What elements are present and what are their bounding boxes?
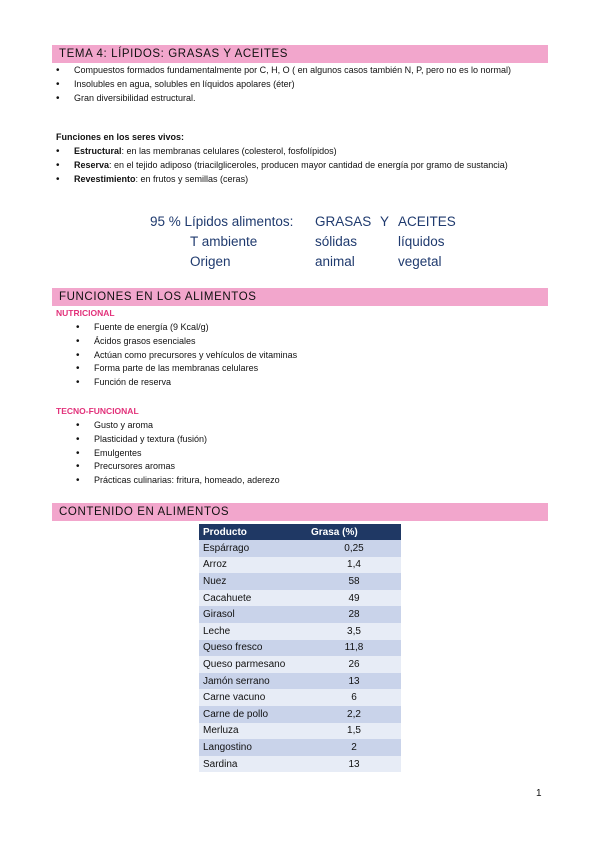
cell-fat: 13 <box>307 673 401 690</box>
summary-aceites: ACEITES <box>398 214 456 229</box>
fat-content-table <box>199 524 401 772</box>
list-item: • Función de reserva <box>72 376 542 390</box>
cell-fat: 2,2 <box>307 706 401 723</box>
summary-grasas: GRASAS <box>315 214 372 229</box>
cell-product: Merluza <box>199 723 307 740</box>
function-text: : en frutos y semillas (ceras) <box>135 173 249 184</box>
function-item <box>52 159 548 173</box>
page-number: 1 <box>536 788 542 799</box>
list-item: • Actúan como precursores y vehículos de vitaminas <box>72 349 542 363</box>
cell-fat: 28 <box>307 606 401 623</box>
summary-value: líquidos <box>398 234 445 249</box>
techno-label: TECNO-FUNCIONAL <box>56 406 139 416</box>
summary-value: animal <box>315 254 355 269</box>
list-item: • Prácticas culinarias: fritura, homeado, aderezo <box>72 474 542 488</box>
cell-product: Girasol <box>199 606 307 623</box>
cell-product: Queso fresco <box>199 640 307 657</box>
cell-product: Arroz <box>199 557 307 574</box>
cell-fat: 1,4 <box>307 557 401 574</box>
function-item <box>52 145 548 159</box>
lipid-summary <box>150 214 470 274</box>
cell-fat: 49 <box>307 590 401 607</box>
nutritional-label: NUTRICIONAL <box>56 308 115 318</box>
cell-fat: 0,25 <box>307 540 401 557</box>
cell-fat: 6 <box>307 689 401 706</box>
summary-label: 95 % Lípidos alimentos: <box>150 214 294 229</box>
table-row <box>199 689 401 706</box>
list-item: • Precursores aromas <box>72 460 542 474</box>
table-row <box>199 557 401 574</box>
function-term: Reserva <box>74 159 110 170</box>
section-title-funciones: FUNCIONES EN LOS ALIMENTOS <box>52 288 548 306</box>
summary-value: sólidas <box>315 234 358 249</box>
list-item: • Plasticidad y textura (fusión) <box>72 433 542 447</box>
cell-fat: 13 <box>307 756 401 773</box>
cell-product: Queso parmesano <box>199 656 307 673</box>
function-text: : en el tejido adiposo (triacilgliceroles, producen mayor cantidad de energía por gramo de sustancia) <box>109 159 508 170</box>
summary-y: Y <box>380 214 390 229</box>
function-term: Estructural <box>74 146 122 156</box>
table-header-grasa: Grasa (%) <box>307 524 401 540</box>
table-row <box>199 756 401 773</box>
table-row <box>199 723 401 740</box>
functions-list <box>52 145 548 186</box>
cell-fat: 2 <box>307 739 401 756</box>
cell-product: Sardina <box>199 756 307 773</box>
table-row <box>199 573 401 590</box>
list-item: • Gran diversibilidad estructural. <box>52 92 548 106</box>
cell-fat: 1,5 <box>307 723 401 740</box>
cell-product: Carne de pollo <box>199 706 307 723</box>
section-title-lipidos: TEMA 4: LÍPIDOS: GRASAS Y ACEITES <box>52 45 548 63</box>
cell-product: Langostino <box>199 739 307 756</box>
cell-product: Jamón serrano <box>199 673 307 690</box>
cell-fat: 58 <box>307 573 401 590</box>
cell-fat: 3,5 <box>307 623 401 640</box>
table-row <box>199 656 401 673</box>
function-term: Revestimiento <box>74 173 136 184</box>
cell-product: Cacahuete <box>199 590 307 607</box>
nutritional-list <box>72 321 542 390</box>
cell-fat: 26 <box>307 656 401 673</box>
table-row <box>199 540 401 557</box>
table-row <box>199 640 401 657</box>
function-text: : en las membranas celulares (colesterol, fosfolípidos) <box>121 146 337 156</box>
cell-product: Leche <box>199 623 307 640</box>
summary-value: vegetal <box>398 254 442 269</box>
cell-product: Espárrago <box>199 540 307 557</box>
list-item: • Ácidos grasos esenciales <box>72 335 542 349</box>
table-row <box>199 706 401 723</box>
table-row <box>199 739 401 756</box>
summary-label: T ambiente <box>190 234 258 249</box>
list-item: • Gusto y aroma <box>72 419 542 433</box>
table-row <box>199 606 401 623</box>
table-row <box>199 623 401 640</box>
list-item: • Forma parte de las membranas celulares <box>72 362 542 376</box>
table-header-producto: Producto <box>199 524 307 540</box>
list-item: • Compuestos formados fundamentalmente por C, H, O ( en algunos casos también N, P, pero no es lo normal) <box>52 64 548 78</box>
section-title-contenido: CONTENIDO EN ALIMENTOS <box>52 503 548 521</box>
cell-product: Nuez <box>199 573 307 590</box>
list-item: • Emulgentes <box>72 447 542 461</box>
function-item <box>52 173 548 187</box>
functions-heading: Funciones en los seres vivos: <box>56 132 185 142</box>
cell-fat: 11,8 <box>307 640 401 657</box>
list-item: • Insolubles en agua, solubles en líquidos apolares (éter) <box>52 78 548 92</box>
intro-bullets <box>52 64 548 105</box>
table-row <box>199 590 401 607</box>
cell-product: Carne vacuno <box>199 689 307 706</box>
summary-label: Origen <box>190 254 231 269</box>
techno-list <box>72 419 542 488</box>
list-item: • Fuente de energía (9 Kcal/g) <box>72 321 542 335</box>
table-row <box>199 673 401 690</box>
